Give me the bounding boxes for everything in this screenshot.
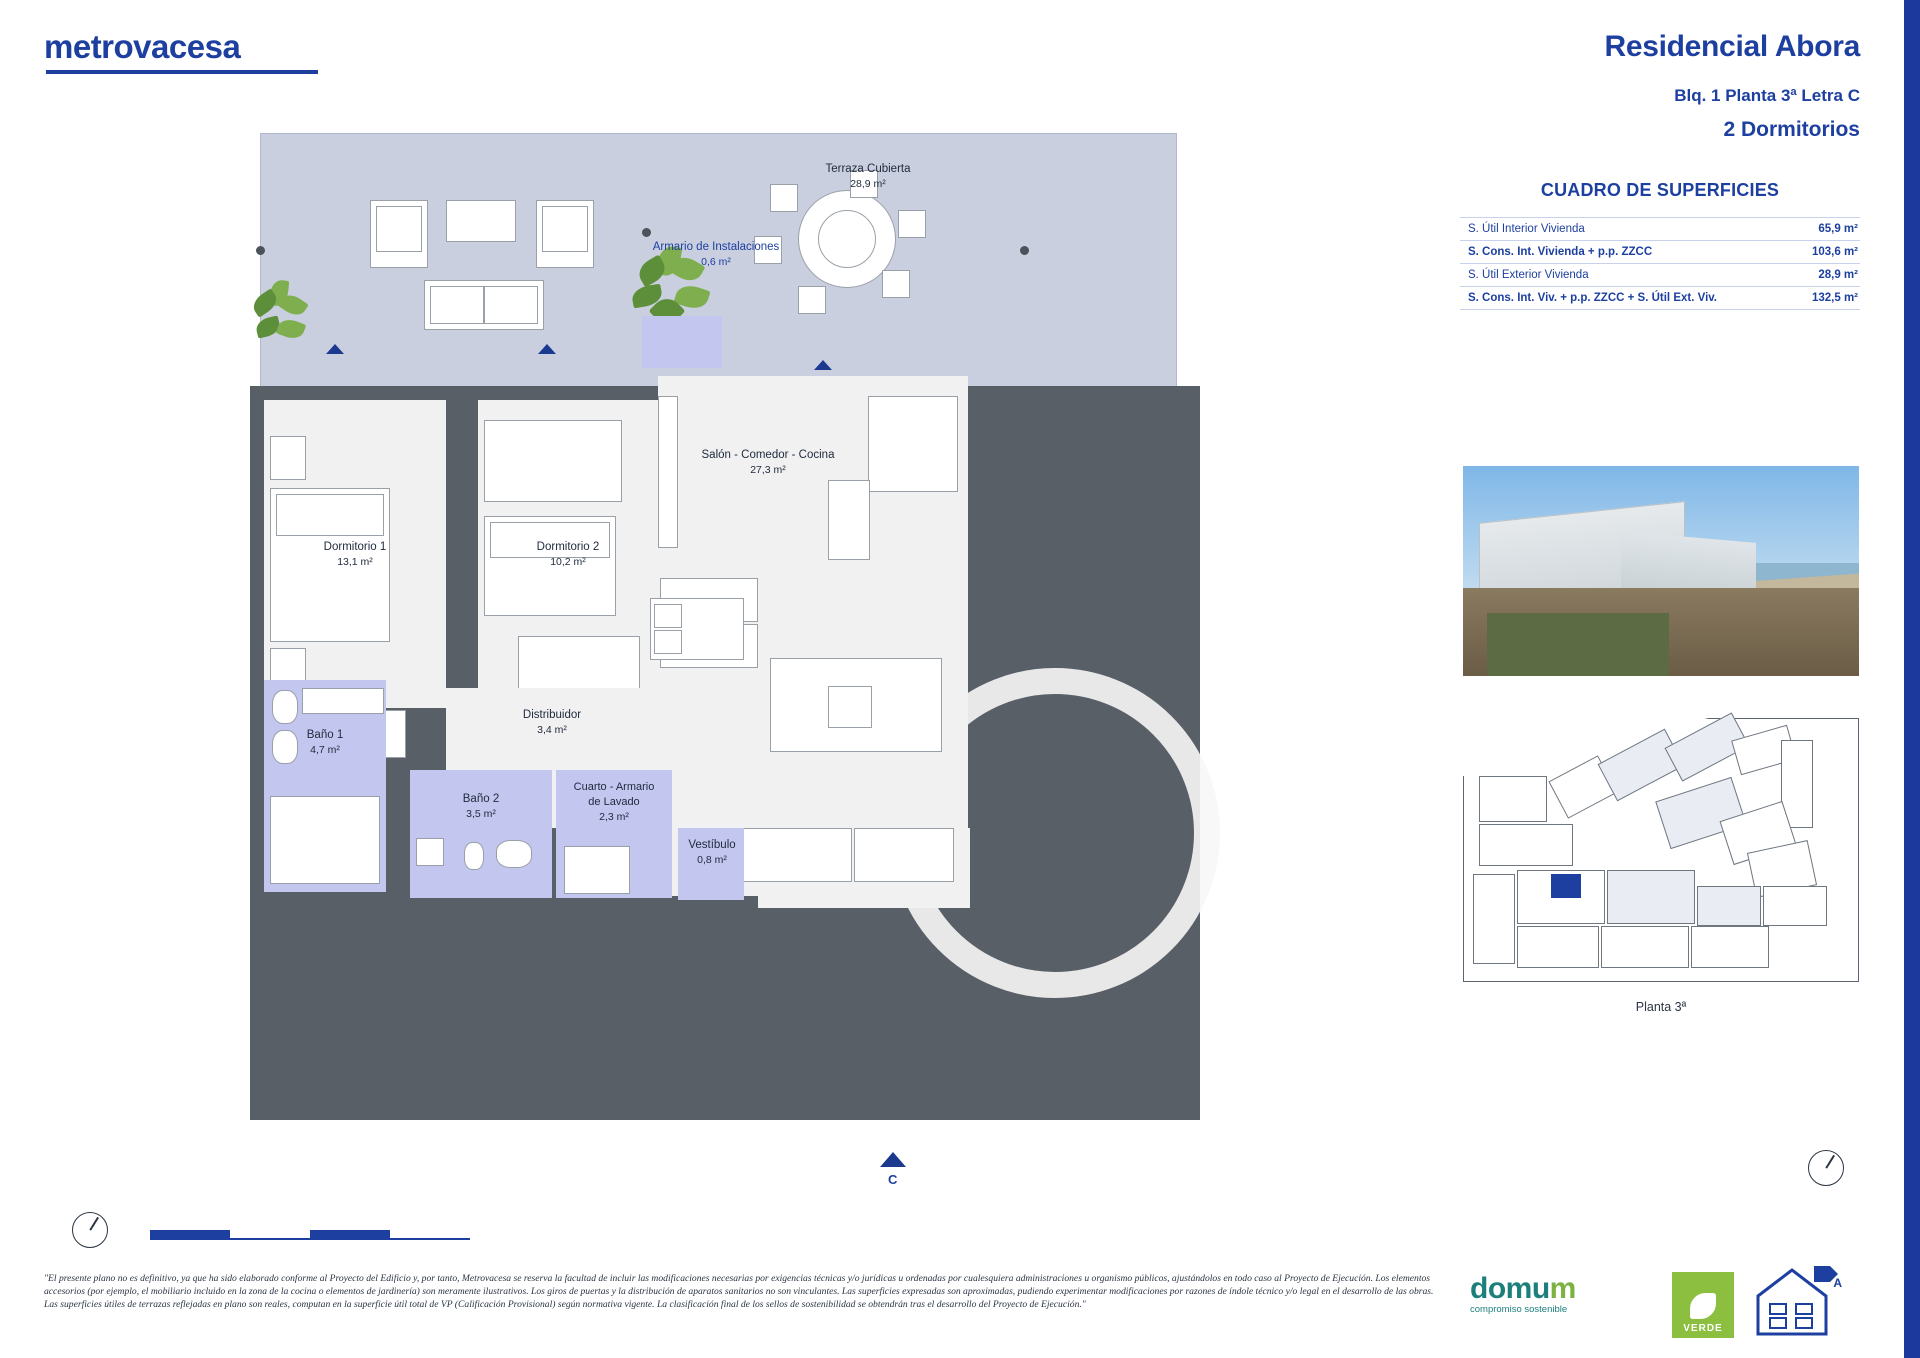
logo-underline: [46, 70, 318, 74]
site-highlight-unit: [1551, 874, 1581, 898]
table-row: [1460, 217, 1860, 241]
right-edge-accent-bar: [1904, 0, 1920, 1358]
furniture-sofa-cushion: [484, 286, 538, 324]
site-block: [1479, 776, 1547, 822]
table-row: [1460, 287, 1860, 310]
window-marker-icon: [814, 360, 832, 370]
column-marker: [256, 246, 265, 255]
site-plan: [1463, 718, 1859, 982]
domum-wordmark: domum: [1470, 1272, 1576, 1305]
site-block: [1697, 886, 1761, 926]
room-label-distribuidor: Distribuidor 3,4 m²: [522, 709, 582, 736]
areas-table-title: CUADRO DE SUPERFICIES: [1540, 180, 1780, 200]
furniture-coffee-table: [828, 686, 872, 728]
area-label: S. Cons. Int. Viv. + p.p. ZZCC + S. Útil Ext. Viv.: [1468, 292, 1718, 304]
room-label-cuarto-lavado: Cuarto - Armario de Lavado 2,3 m²: [573, 781, 655, 823]
furniture-washbasin: [272, 690, 298, 724]
room-bano-2: [410, 770, 552, 898]
area-label: S. Cons. Int. Vivienda + p.p. ZZCC: [1468, 246, 1653, 258]
area-value: 103,6 m²: [1811, 246, 1858, 258]
energy-letter: A: [1833, 1276, 1842, 1290]
north-arrow-plan-icon: [72, 1212, 108, 1248]
furniture-toilet: [416, 838, 444, 866]
room-label-armario-instalaciones: Armario de Instalaciones 0,6 m²: [652, 241, 780, 268]
furniture-washbasin: [496, 840, 532, 868]
photo-vegetation: [1487, 613, 1669, 676]
table-row: [1460, 264, 1860, 287]
room-armario-instalaciones: [642, 316, 722, 368]
north-arrow-icon: [1808, 1150, 1844, 1186]
areas-table: [1460, 217, 1860, 310]
furniture-armchair-seat: [376, 206, 422, 252]
verde-certification-badge: [1672, 1272, 1734, 1338]
furniture-chair: [798, 286, 826, 314]
table-row: [1460, 241, 1860, 264]
room-label-bano-2: Baño 2 3,5 m²: [462, 793, 500, 820]
site-block: [1479, 824, 1573, 866]
development-photo: [1463, 466, 1859, 676]
area-value: 132,5 m²: [1811, 292, 1858, 304]
furniture-toilet-bowl: [464, 842, 484, 870]
furniture-kitchen-unit: [740, 828, 852, 882]
window-marker-icon: [538, 344, 556, 354]
area-value: 65,9 m²: [1818, 223, 1858, 235]
furniture-pillow: [276, 494, 384, 536]
furniture-kitchen-counter: [868, 396, 958, 492]
room-label-vestibulo: Vestíbulo 0,8 m²: [688, 839, 736, 866]
entrance-letter: C: [888, 1172, 898, 1187]
furniture-bathtub: [270, 796, 380, 884]
area-value: 28,9 m²: [1818, 269, 1858, 281]
room-label-dormitorio-1: Dormitorio 1 13,1 m²: [323, 541, 387, 568]
furniture-armchair-seat: [542, 206, 588, 252]
area-label: S. Útil Interior Vivienda: [1468, 223, 1585, 235]
furniture-appliance: [828, 480, 870, 560]
site-block: [1517, 926, 1599, 968]
leaf-icon: [1690, 1293, 1716, 1319]
page-title: Residencial Abora: [1604, 30, 1860, 63]
verde-label: VERDE: [1683, 1323, 1723, 1334]
furniture-nightstand: [270, 436, 306, 480]
house-icon: [1752, 1262, 1844, 1340]
furniture-washing-machine: [564, 846, 630, 894]
window-marker-icon: [326, 344, 344, 354]
site-plan-caption: Planta 3ª: [1635, 1000, 1687, 1014]
room-label-terraza: Terraza Cubierta 28,9 m²: [825, 163, 911, 190]
room-label-salon: Salón - Comedor - Cocina 27,3 m²: [701, 449, 835, 476]
column-marker: [1020, 246, 1029, 255]
info-panel: [1460, 30, 1860, 310]
unit-location: Blq. 1 Planta 3ª Letra C: [1674, 86, 1860, 105]
floor-plan: [250, 128, 1250, 1128]
furniture-coffee-table: [446, 200, 516, 242]
site-block: [1763, 886, 1827, 926]
furniture-chair: [654, 630, 682, 654]
legal-disclaimer: "El presente plano no es definitivo, ya que ha sido elaborado conforme al Proyecto del Edificio y, por tanto, Metrovacesa se reserva la facultad de incluir las modificaciones necesarias por exigencias técnicas y/o jurídicas u ordenadas por cualesquiera administraciones u organismo públicos, ajustándolos en todo caso al Proyecto de Ejecución. Los elementos accesorios (por ejemplo, el mobiliario incluido en la zona de la cocina o elementos de jardinería) son meramente ilustrativos. Los giros de puertas y la distribución de aparatos sanitarios no son vinculantes. Las superficies expresadas son aproximadas, pudiendo experimentar modificaciones por razones de índole técnico y/o legal en el desarrollo de las obras. Las superficies útiles de terrazas reflejadas en plano son reales, computan en la superficie útil total de VP (Calificación Provisional) según normativa vigente. La clasificación final de los sellos de sostenibilidad se obtendrán tras el desarrollo del Proyecto de Ejecución.": [44, 1273, 1434, 1311]
entrance-marker-icon: [880, 1152, 906, 1167]
site-block: [1601, 926, 1689, 968]
scale-bar-line: [150, 1238, 470, 1240]
furniture-chair: [898, 210, 926, 238]
room-label-bano-1: Baño 1 4,7 m²: [306, 729, 344, 756]
furniture-kitchen-unit: [854, 828, 954, 882]
site-block: [1691, 926, 1769, 968]
decorative-palm-icon: [250, 280, 310, 352]
domum-logo: [1470, 1272, 1576, 1315]
area-label: S. Útil Exterior Vivienda: [1468, 269, 1589, 281]
site-block: [1607, 870, 1695, 924]
column-marker: [642, 228, 651, 237]
metrovacesa-logo: metrovacesa: [44, 28, 241, 65]
unit-bedrooms: 2 Dormitorios: [1723, 118, 1860, 141]
furniture-round-table-top: [818, 210, 876, 268]
furniture-wardrobe: [484, 420, 622, 502]
domum-tagline: compromiso sostenible: [1470, 1304, 1568, 1315]
furniture-chair: [654, 604, 682, 628]
furniture-chair: [882, 270, 910, 298]
furniture-shower: [302, 688, 384, 714]
energy-rating-badge: [1752, 1262, 1844, 1340]
room-label-dormitorio-2: Dormitorio 2 10,2 m²: [536, 541, 600, 568]
site-block: [1473, 874, 1515, 964]
furniture-sofa-cushion: [430, 286, 484, 324]
furniture-desk: [518, 636, 640, 690]
